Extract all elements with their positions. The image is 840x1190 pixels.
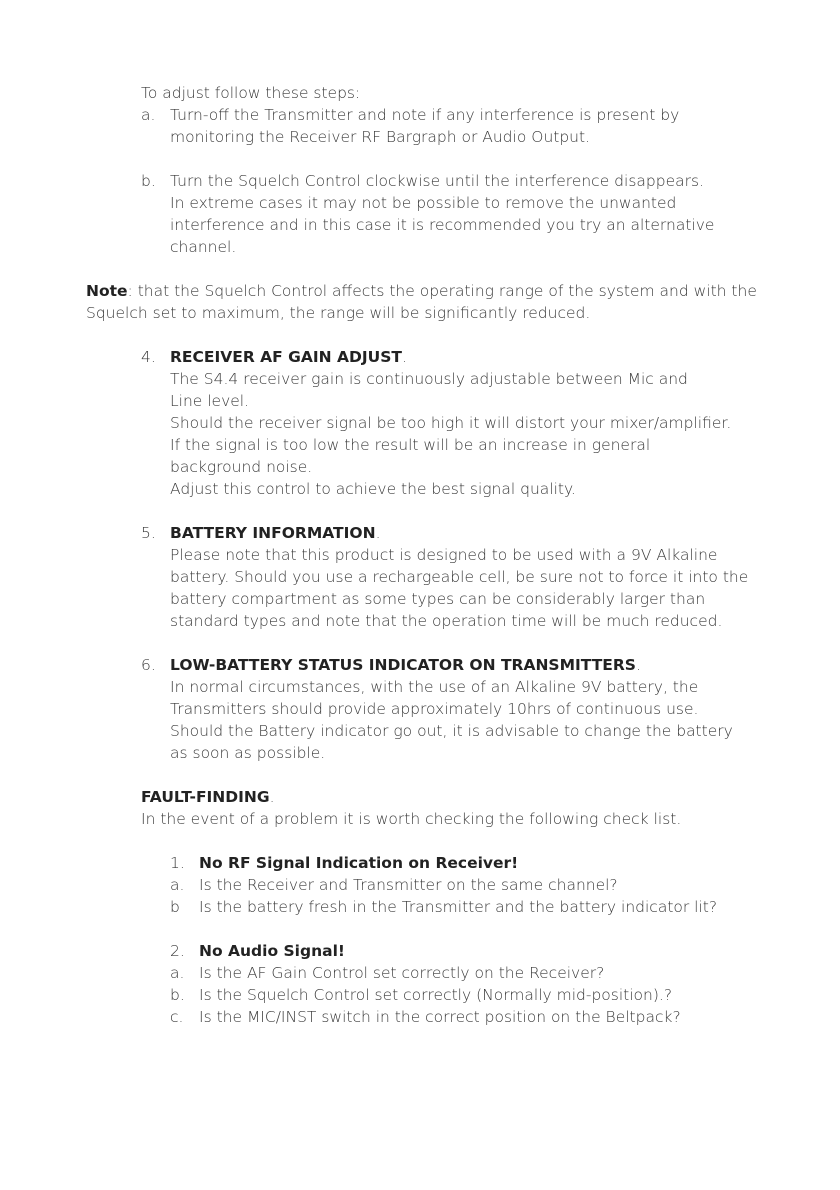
check-marker: b.	[170, 986, 185, 1004]
check-marker: c.	[170, 1008, 184, 1026]
check-text: Is the battery fresh in the Transmitter and the battery indicator lit?	[199, 898, 718, 916]
check-text: Is the AF Gain Control set correctly on the Receiver?	[199, 964, 605, 982]
check-text: Is the MIC/INST switch in the correct position on the Beltpack?	[199, 1008, 681, 1026]
check-text: Is the Receiver and Transmitter on the same channel?	[199, 876, 618, 894]
section-heading	[170, 654, 641, 676]
check-marker: a.	[170, 964, 185, 982]
fault-heading	[141, 786, 275, 808]
step-line: interference and in this case it is recommended you try an alternative	[170, 216, 715, 234]
fault-item-title: No RF Signal Indication on Receiver!	[199, 854, 519, 872]
fault-item-number: 2.	[170, 942, 185, 960]
fault-intro: In the event of a problem it is worth checking the following check list.	[141, 810, 682, 828]
section-line: standard types and note that the operation time will be much reduced.	[170, 612, 723, 630]
fault-title: FAULT-FINDING	[141, 788, 270, 806]
check-marker: b	[170, 898, 180, 916]
section-line: as soon as possible.	[170, 744, 326, 762]
section-line: If the signal is too low the result will be an increase in general	[170, 436, 651, 454]
note-paragraph	[86, 280, 757, 302]
step-marker: a.	[141, 106, 156, 124]
section-line: Should the Battery indicator go out, it is advisable to change the battery	[170, 722, 733, 740]
section-line: Line level.	[170, 392, 250, 410]
section-line: The S4.4 receiver gain is continuously adjustable between Mic and	[170, 370, 688, 388]
section-number: 6.	[141, 656, 156, 674]
section-line: background noise.	[170, 458, 313, 476]
section-number: 5.	[141, 524, 156, 542]
section-line: Transmitters should provide approximately 10hrs of continuous use.	[170, 700, 699, 718]
section-title: BATTERY INFORMATION	[170, 524, 376, 542]
fault-suffix: .	[269, 788, 275, 806]
section-line: battery compartment as some types can be considerably larger than	[170, 590, 706, 608]
step-line: Turn-off the Transmitter and note if any interference is present by	[170, 106, 680, 124]
step-marker: b.	[141, 172, 156, 190]
section-line: Please note that this product is designed to be used with a 9V Alkaline	[170, 546, 718, 564]
section-title: RECEIVER AF GAIN ADJUST	[170, 348, 402, 366]
step-line: monitoring the Receiver RF Bargraph or Audio Output.	[170, 128, 591, 146]
section-suffix: .	[401, 348, 407, 366]
section-heading	[170, 522, 381, 544]
check-marker: a.	[170, 876, 185, 894]
note-label: Note	[86, 282, 128, 300]
section-line: Adjust this control to achieve the best signal quality.	[170, 480, 576, 498]
section-line: In normal circumstances, with the use of an Alkaline 9V battery, the	[170, 678, 699, 696]
steps-intro: To adjust follow these steps:	[141, 84, 361, 102]
section-line: Should the receiver signal be too high it will distort your mixer/amplifier.	[170, 414, 732, 432]
check-text: Is the Squelch Control set correctly (Normally mid-position).?	[199, 986, 673, 1004]
section-number: 4.	[141, 348, 156, 366]
fault-item-number: 1.	[170, 854, 185, 872]
section-heading	[170, 346, 407, 368]
fault-item-title: No Audio Signal!	[199, 942, 345, 960]
section-title: LOW-BATTERY STATUS INDICATOR ON TRANSMITTERS	[170, 656, 636, 674]
section-suffix: .	[635, 656, 641, 674]
step-line: In extreme cases it may not be possible to remove the unwanted	[170, 194, 677, 212]
step-line: channel.	[170, 238, 237, 256]
section-suffix: .	[375, 524, 381, 542]
section-line: battery. Should you use a rechargeable cell, be sure not to force it into the	[170, 568, 749, 586]
step-line: Turn the Squelch Control clockwise until the interference disappears.	[170, 172, 704, 190]
note-text: : that the Squelch Control affects the operating range of the system and with the	[127, 282, 757, 300]
note-line: Squelch set to maximum, the range will be significantly reduced.	[86, 304, 591, 322]
